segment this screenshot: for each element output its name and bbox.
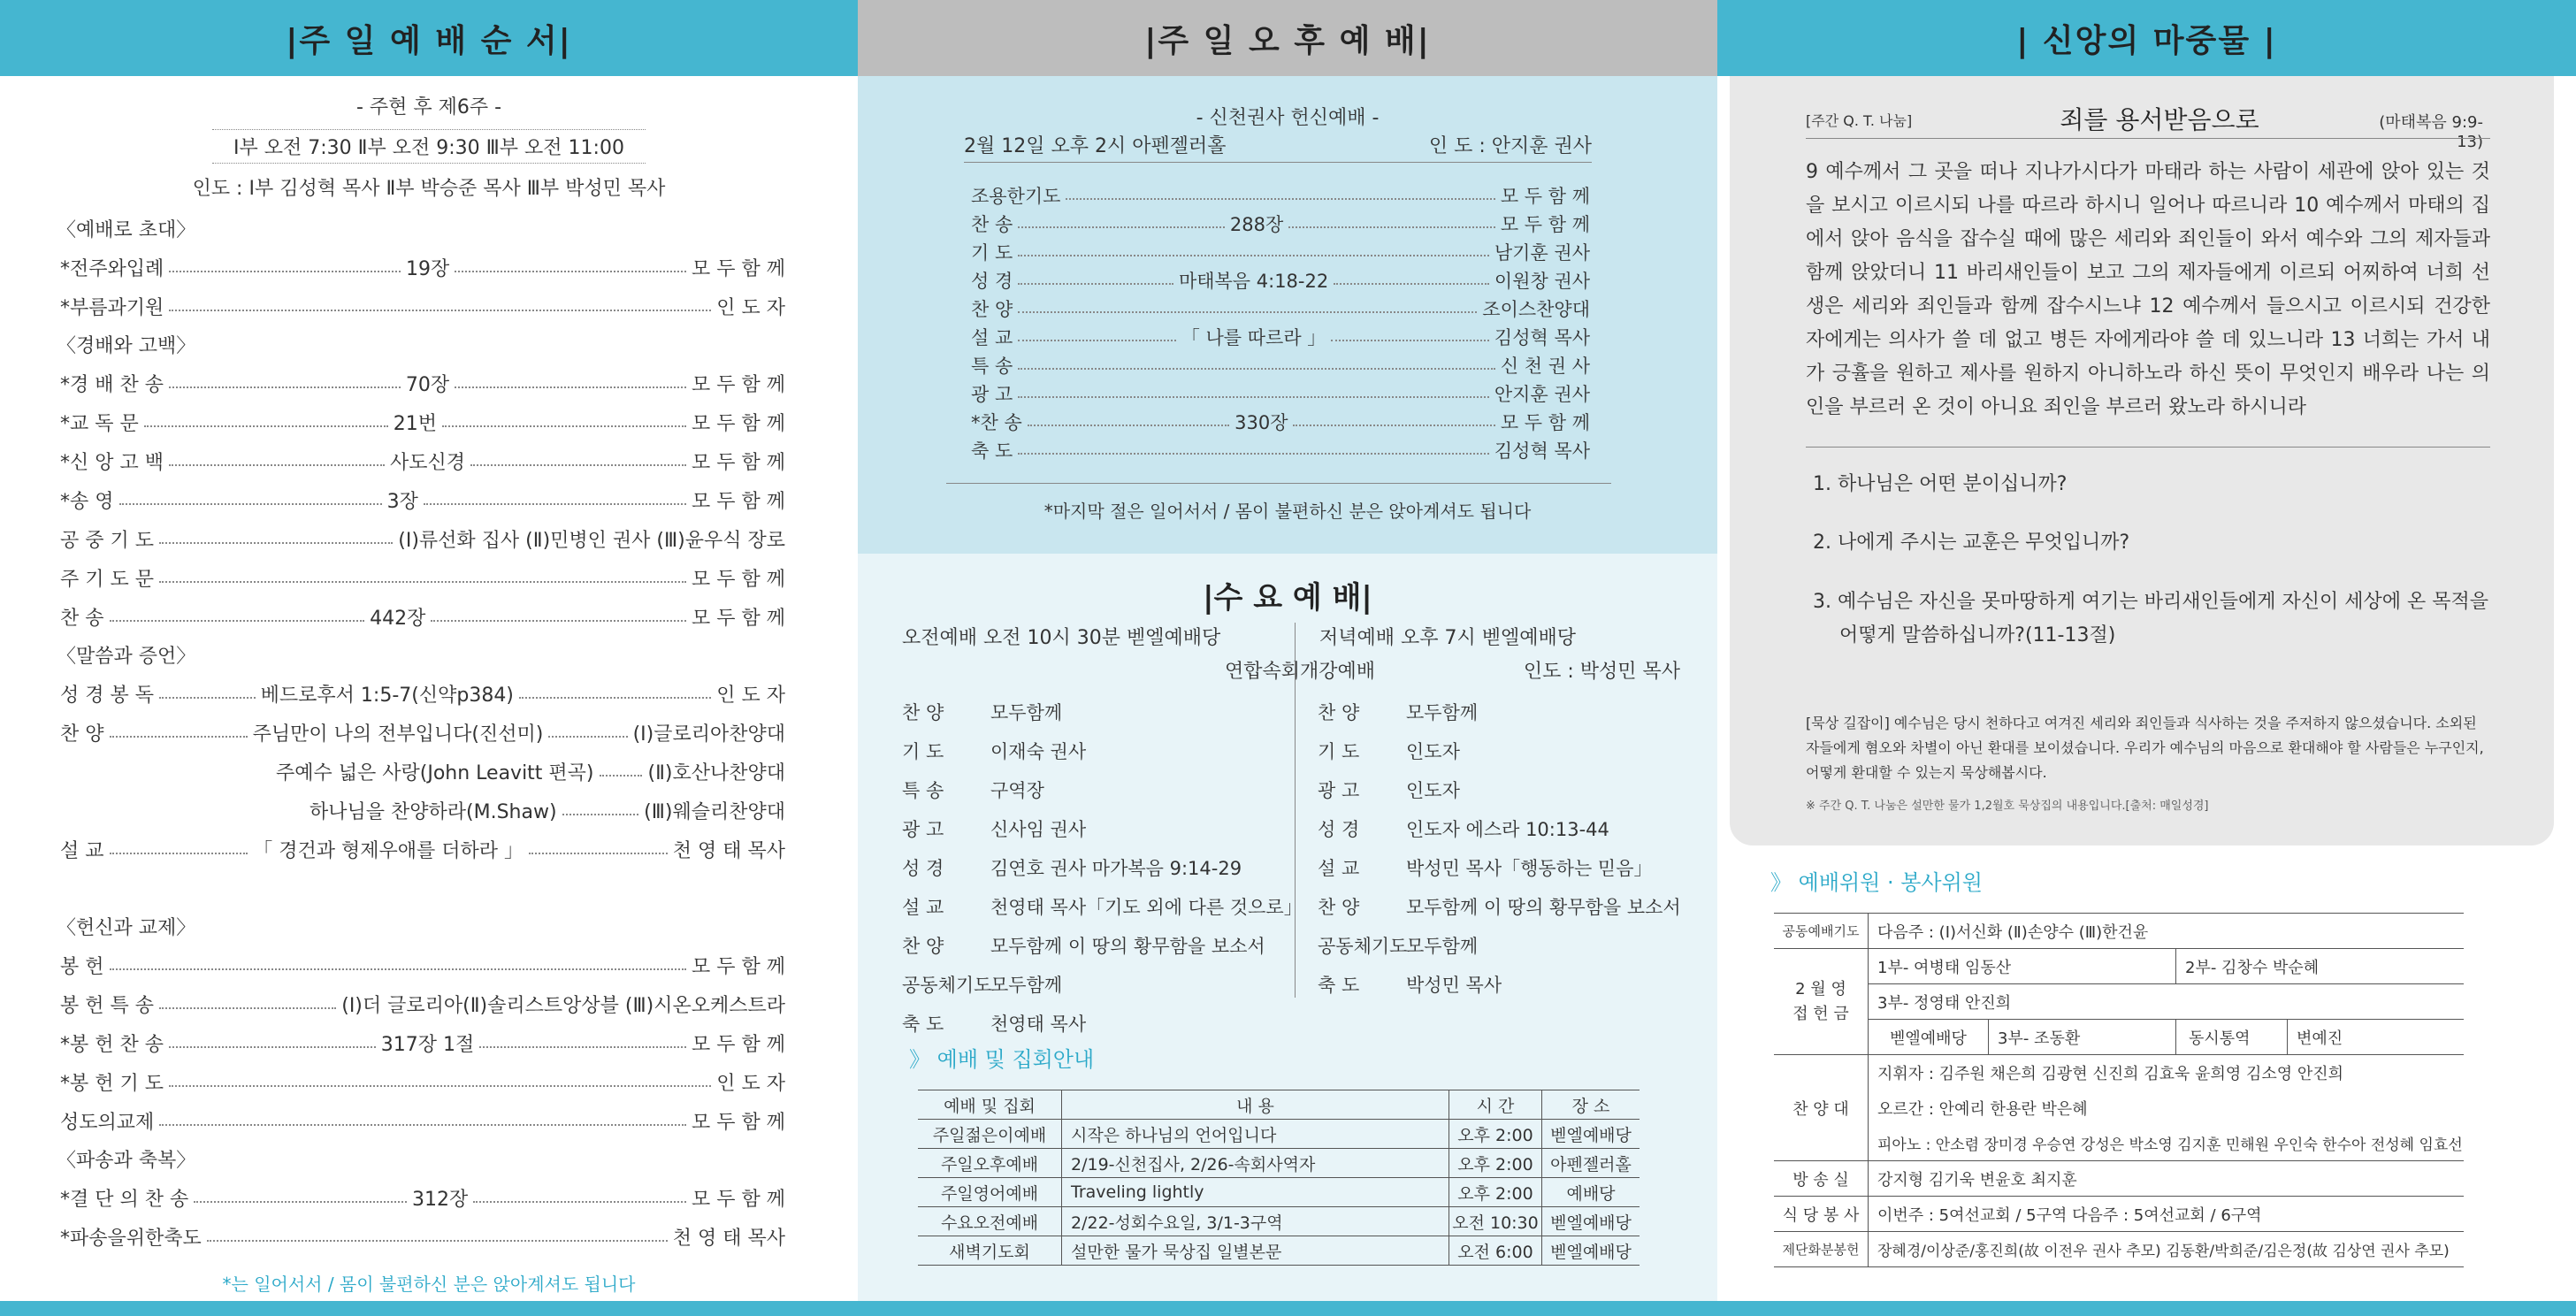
section-heading: 〈파송과 축복〉: [57, 1150, 196, 1172]
afternoon-item: 광 고 안지훈 권사: [971, 384, 1590, 405]
morning-subheading: 연합속회개강예배: [1224, 661, 1375, 683]
afternoon-note: *마지막 절은 일어서서 / 몸이 불편하신 분은 앉아계셔도 됩니다: [1043, 501, 1532, 522]
panel-title: |주 일 오 후 예 배|: [858, 0, 1717, 76]
guide-cell: 아펜젤러홀: [1550, 1154, 1632, 1174]
guide-cell: 오후 2:00: [1449, 1149, 1542, 1178]
order-item: 봉 헌 모 두 함 께: [60, 956, 785, 978]
guide-cell: 예배당: [1566, 1183, 1616, 1204]
order-item: 주 기 도 문 모 두 함 께: [60, 569, 785, 591]
staff-value: 동시통역: [2176, 1020, 2288, 1055]
guide-row: [918, 1178, 1640, 1207]
staff-label: 제단화분봉헌: [1774, 1232, 1869, 1267]
staff-value: 3부- 정영태 안진희: [1877, 993, 2012, 1013]
guide-cell: 오전 6:00: [1449, 1236, 1542, 1266]
guide-title: 》 예배 및 집회안내: [909, 1047, 1095, 1072]
wednesday-item: 광 고 인도자: [1318, 780, 1460, 801]
wednesday-item: 광 고 신사임 권사: [902, 819, 1087, 840]
guide-row: [918, 1120, 1640, 1149]
order-item: *경 배 찬 송 70장 모 두 함 께: [60, 374, 785, 396]
guide-header-cell: 장 소: [1571, 1096, 1610, 1116]
wednesday-item: 찬 양 모두함께: [1318, 702, 1479, 723]
qt-title: 죄를 용서받음으로: [2060, 105, 2259, 134]
staff-title: 》 예배위원 · 봉사위원: [1770, 870, 1983, 895]
staff-label: 찬 양 대: [1774, 1055, 1869, 1161]
guide-cell: 시작은 하나님의 언어입니다: [1062, 1120, 1449, 1149]
staff-value: 3부- 조동환: [1989, 1020, 2176, 1055]
staff-label: 공동예배기도: [1774, 914, 1869, 949]
wednesday-item: 설 교 천영태 목사「기도 외에 다른 것으로」: [902, 897, 1303, 918]
afternoon-item: 찬 양 조이스찬양대: [971, 299, 1590, 320]
qt-source: ※ 주간 Q. T. 나눔은 설만한 물가 1,2월호 묵상집의 내용입니다.[출처: 매일성경]: [1806, 800, 2209, 813]
guide-cell: Traveling lightly: [1062, 1178, 1449, 1207]
evening-subheading: 인도 : 박성민 목사: [1523, 661, 1680, 683]
afternoon-subtitle: - 신천권사 헌신예배 -: [1196, 107, 1380, 129]
staff-value: 다음주 : (Ⅰ)서신화 (Ⅱ)손양수 (Ⅲ)한건윤: [1877, 922, 2149, 942]
wednesday-item: 특 송 구역장: [902, 780, 1044, 801]
wednesday-item: 기 도 이재숙 권사: [902, 741, 1087, 762]
wednesday-item: 성 경 김연호 권사 마가복음 9:14-29: [902, 858, 1242, 879]
footnote: *는 일어서서 / 몸이 불편하신 분은 앉아계셔도 됩니다: [222, 1274, 636, 1295]
order-item: 공 중 기 도 (Ⅰ)류선화 집사 (Ⅱ)민병인 권사 (Ⅲ)윤우식 장로: [60, 530, 785, 552]
evening-heading: 저녁예배 오후 7시 벧엘예배당: [1319, 627, 1577, 649]
order-item: *봉 헌 찬 송 317장 1절 모 두 함 께: [60, 1034, 785, 1056]
guide-cell: 벧엘예배당: [1550, 1213, 1632, 1233]
afternoon-item: 찬 송 288장 모 두 함 께: [971, 214, 1591, 235]
staff-table: [1774, 913, 2464, 1267]
order-item: *신 앙 고 백 사도신경 모 두 함 께: [60, 452, 786, 474]
guide-cell: 새벽기도회: [918, 1236, 1062, 1266]
wednesday-item: 설 교 박성민 목사「행동하는 믿음」: [1318, 858, 1653, 879]
staff-value: 벧엘예배당: [1869, 1020, 1989, 1055]
guide-cell: 벧엘예배당: [1550, 1125, 1632, 1145]
order-item: *교 독 문 21번 모 두 함 께: [60, 413, 785, 435]
qt-panel: [1717, 0, 2576, 1316]
staff-value: 2부- 김창수 박순혜: [2185, 958, 2320, 977]
meditation-guide: [묵상 길잡이] 예수님은 당시 천하다고 여겨진 세리와 죄인들과 식사하는 것을 주저하지 않으셨습니다. 소외된 자들에게 혐오와 차별이 아닌 환대를 보이셨습니다. 우리가 예수님의 마음으로 환대해야 할 사람들은 누구인지, 어떻게 환대할 수 있는지 묵상해봅시다.: [1806, 715, 2484, 781]
guide-cell: 2/19-신천집사, 2/26-속회사역자: [1062, 1149, 1449, 1178]
guide-cell: 오후 2:00: [1449, 1178, 1542, 1207]
divider: [1806, 447, 2490, 448]
divider: [1806, 138, 2490, 139]
guide-header-cell: 예배 및 집회: [918, 1090, 1062, 1120]
staff-value: 변예진: [2297, 1029, 2343, 1048]
order-item: 성 경 봉 독 베드로후서 1:5-7(신약p384) 인 도 자: [60, 685, 785, 707]
guide-row: [918, 1149, 1640, 1178]
order-item: *부름과기원 인 도 자: [60, 297, 785, 319]
section-heading: 〈예배로 초대〉: [57, 219, 196, 241]
qt-tag: [주간 Q. T. 나눔]: [1806, 112, 1913, 129]
column-divider: [1295, 623, 1296, 998]
service-times: Ⅰ부 오전 7:30 Ⅱ부 오전 9:30 Ⅲ부 오전 11:00: [212, 129, 646, 164]
wednesday-item: 축 도 박성민 목사: [1318, 975, 1502, 996]
guide-cell: 오후 2:00: [1449, 1120, 1542, 1149]
qt-reference: (마태복음 9:9-13): [2379, 113, 2483, 151]
guide-row: [918, 1207, 1640, 1236]
wednesday-item: 찬 양 모두함께: [902, 702, 1063, 723]
wednesday-item: 공동체기도 모두함께: [902, 975, 1063, 996]
order-item: 설 교 「 경건과 형제우애를 더하라 」 천 영 태 목사: [60, 840, 785, 862]
bottom-bar: [0, 1301, 2576, 1316]
guide-cell: 2/22-성회수요일, 3/1-3구역: [1062, 1207, 1449, 1236]
divider: [946, 483, 1611, 484]
staff-value: 오르간 : 안예리 한용란 박은혜: [1877, 1099, 2088, 1119]
order-item: 하나님을 찬양하라(M.Shaw) (Ⅲ)웨슬리찬양대: [310, 801, 785, 823]
section-heading: 〈말씀과 증언〉: [57, 646, 196, 668]
guide-header-cell: 시 간: [1449, 1090, 1542, 1120]
order-item: 봉 헌 특 송 (Ⅰ)더 글로리아(Ⅱ)솔리스트앙상블 (Ⅲ)시온오케스트라: [60, 995, 785, 1017]
staff-value: 장혜경/이상준/홍진희(故 이전우 권사 추모) 김동환/박희준/김은정(故 김상연 권사 추모): [1877, 1243, 2450, 1260]
wednesday-item: 기 도 인도자: [1318, 741, 1460, 762]
staff-value: 지휘자 : 김주원 채은희 김광현 신진희 김효욱 윤희영 김소영 안진희: [1877, 1064, 2344, 1083]
afternoon-item: 축 도 김성혁 목사: [971, 440, 1590, 462]
afternoon-item: 기 도 남기훈 권사: [971, 242, 1590, 264]
order-item: *송 영 3장 모 두 함 께: [60, 491, 785, 513]
question-2: 2. 나에게 주시는 교훈은 무엇입니까?: [1813, 532, 2130, 554]
afternoon-info: 2월 12일 오후 2시 아펜젤러홀 인 도 : 안지훈 권사: [964, 131, 1592, 163]
guide-row: [918, 1236, 1640, 1266]
wednesday-item: 찬 양 모두함께 이 땅의 황무함을 보소서: [902, 936, 1265, 957]
question-1: 1. 하나님은 어떤 분이십니까?: [1813, 473, 2068, 495]
wednesday-item: 찬 양 모두함께 이 땅의 황무함을 보소서: [1318, 897, 1681, 918]
order-item: 주예수 넓은 사랑(John Leavitt 편곡) (Ⅱ)호산나찬양대: [276, 762, 785, 784]
leaders-line: 인도 : Ⅰ부 김성혁 목사 Ⅱ부 박승준 목사 Ⅲ부 박성민 목사: [192, 178, 666, 200]
staff-value: 피아노 : 안소렴 장미경 우승연 강성은 박소영 김지훈 민해원 우인숙 한수아 전성혜 임효선: [1877, 1136, 2463, 1154]
guide-cell: 수요오전예배: [918, 1207, 1062, 1236]
guide-cell: 벧엘예배당: [1550, 1242, 1632, 1262]
staff-label: 2 월 영 접 헌 금: [1774, 949, 1869, 1055]
staff-label: 식 당 봉 사: [1774, 1197, 1869, 1232]
guide-cell: 주일영어예배: [918, 1178, 1062, 1207]
order-item: 성도의교제 모 두 함 께: [60, 1112, 785, 1134]
guide-cell: 오전 10:30: [1449, 1207, 1542, 1236]
guide-cell: 주일오후예배: [918, 1149, 1062, 1178]
guide-table: [918, 1090, 1640, 1266]
wednesday-item: 공동체기도 모두함께: [1318, 936, 1479, 957]
afternoon-wednesday-panel: [858, 0, 1717, 1316]
staff-value: 1부- 여병태 임동산: [1869, 949, 2176, 984]
guide-cell: 설만한 물가 묵상집 일별본문: [1062, 1236, 1449, 1266]
order-item: 찬 양 주님만이 나의 전부입니다(진선미) (Ⅰ)글로리아찬양대: [60, 723, 785, 746]
order-item: 찬 송 442장 모 두 함 께: [60, 608, 785, 630]
afternoon-item: 설 교 「 나를 따르라 」 김성혁 목사: [971, 327, 1591, 348]
guide-cell: 주일젊은이예배: [918, 1120, 1062, 1149]
qt-scripture: 9 예수께서 그 곳을 떠나 지나가시다가 마태라 하는 사람이 세관에 앉아 있는 것을 보시고 이르시되 나를 따르라 하시니 일어나 따르니라 10 예수께서 마태의 집에서 앉아 음식을 잡수실 때에 많은 세리와 죄인들이 와서 예수와 그의 제자들과 함께 앉았더니 11 바리새인들이 보고 그의 제자들에게 이르되 어찌하여 너희 선생은 세리와 죄인들과 함께 잡수시느냐 12 예수께서 들으시고 이르시되 건강한 자에게는 의사가 쓸 데 없고 병든 자에게라야 쓸 데 있느니라 13 너희는 가서 내가 긍휼을 원하고 제사를 원하지 아니하노라 하신 뜻이 무엇인지 배우라 나는 의인을 부르러 온 것이 아니요 죄인을 부르러 왔노라 하시니라: [1806, 161, 2490, 418]
order-item: *파송을위한축도 천 영 태 목사: [60, 1228, 785, 1250]
order-item: *결 단 의 찬 송 312장 모 두 함 께: [60, 1189, 786, 1211]
panel-title: |주 일 예 배 순 서|: [0, 0, 858, 76]
wednesday-item: 성 경 인도자 에스라 10:13-44: [1318, 819, 1609, 840]
question-3: 3. 예수님은 자신을 못마땅하게 여기는 바리새인들에게 자신이 세상에 온 목적을 어떻게 말씀하십니까?(11-13절): [1813, 591, 2488, 647]
afternoon-item: 성 경 마태복음 4:18-22 이원창 권사: [971, 271, 1591, 292]
staff-value: 이번주 : 5여선교회 / 5구역 다음주 : 5여선교회 / 6구역: [1877, 1205, 2262, 1225]
wednesday-item: 축 도 천영태 목사: [902, 1014, 1087, 1035]
morning-heading: 오전예배 오전 10시 30분 벧엘예배당: [902, 627, 1221, 649]
staff-value: 강지형 김기욱 변윤호 최지훈: [1877, 1170, 2077, 1190]
order-item: *봉 헌 기 도 인 도 자: [60, 1073, 785, 1095]
section-heading: 〈헌신과 교제〉: [57, 917, 196, 939]
afternoon-item: *찬 송 330장 모 두 함 께: [971, 412, 1591, 433]
order-item: *전주와입례 19장 모 두 함 께: [60, 258, 786, 280]
season-label: - 주현 후 제6주 -: [355, 96, 502, 119]
sunday-order-panel: [0, 0, 858, 1316]
afternoon-item: 조용한기도 모 두 함 께: [971, 186, 1590, 207]
afternoon-item: 특 송 신 천 권 사: [971, 356, 1590, 377]
guide-header-cell: 내 용: [1062, 1090, 1449, 1120]
panel-title: | 신앙의 마중물 |: [1717, 0, 2576, 76]
wednesday-title: |수 요 예 배|: [1203, 580, 1372, 616]
section-heading: 〈경배와 고백〉: [57, 335, 196, 357]
staff-label: 방 송 실: [1774, 1161, 1869, 1197]
guide-header-row: [918, 1090, 1640, 1120]
